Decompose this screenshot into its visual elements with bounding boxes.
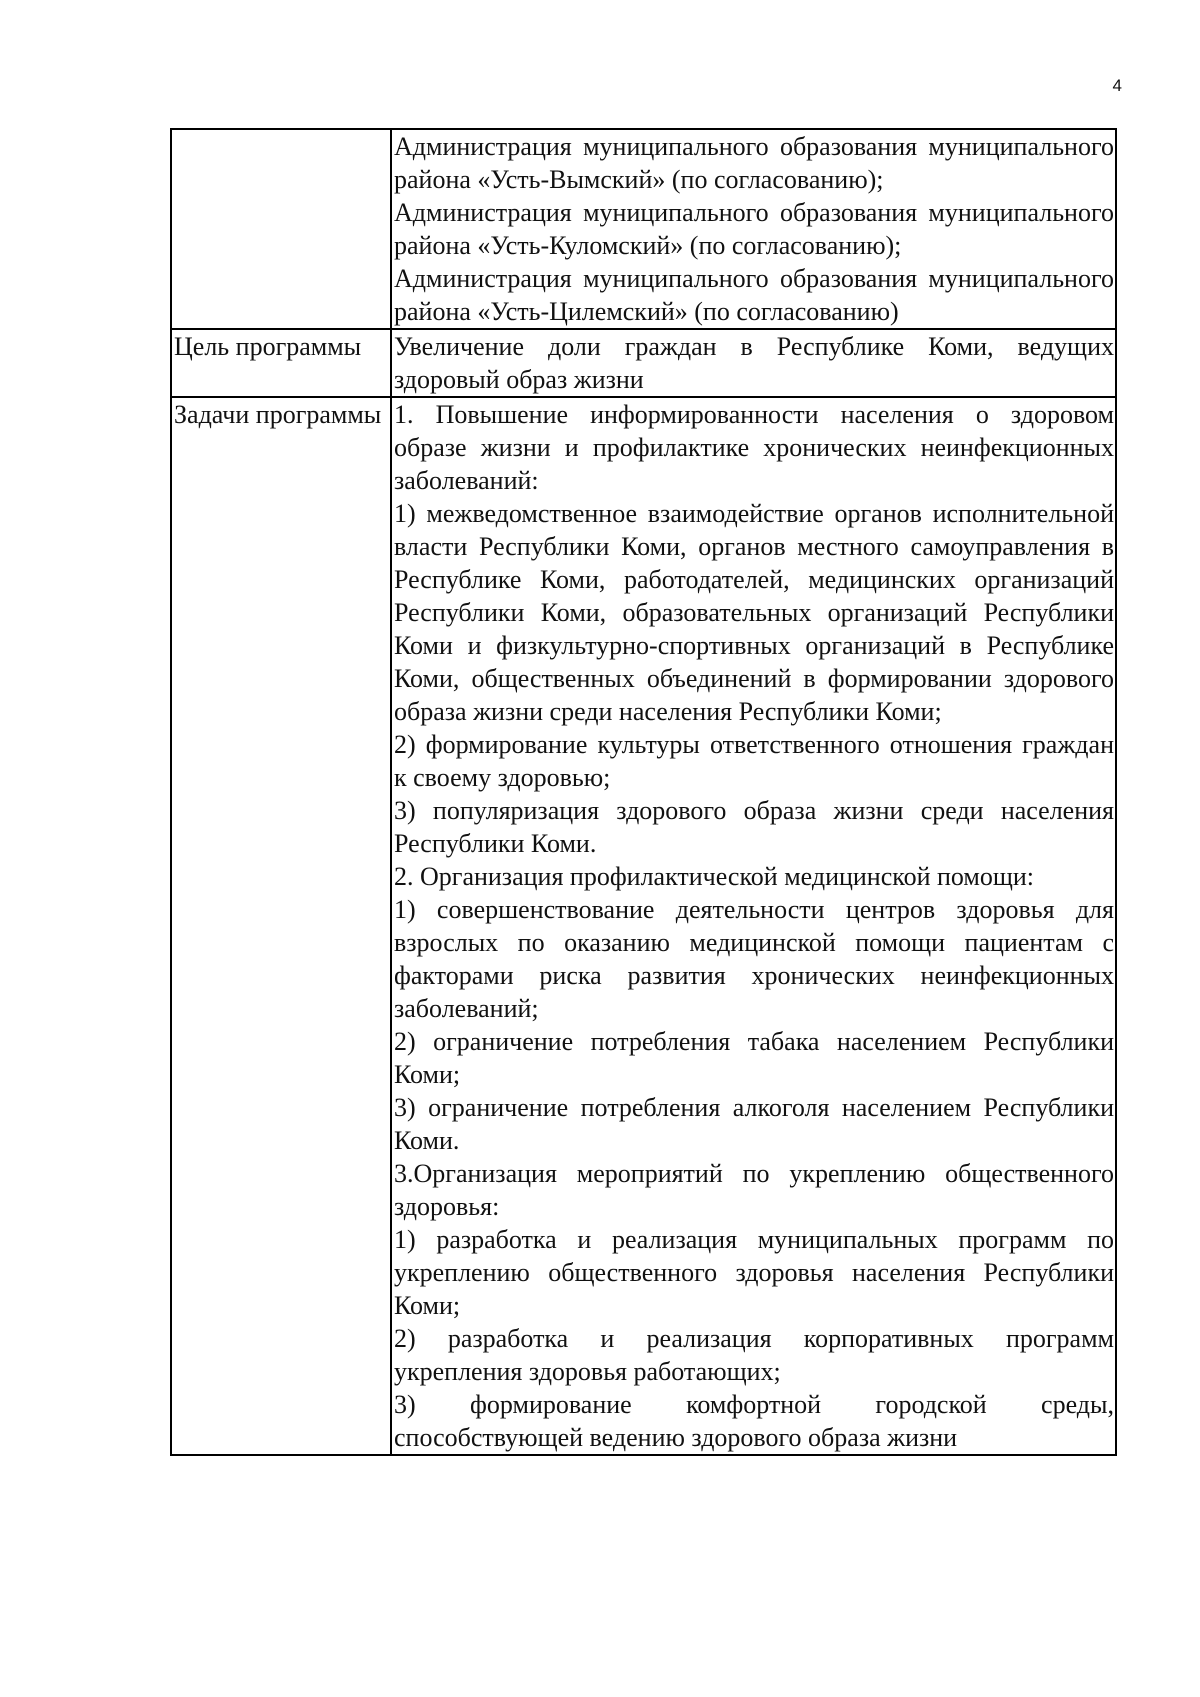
task-3-heading: 3.Организация мероприятий по укреплению общественного здоровья:	[394, 1159, 1114, 1221]
table-row-participants	[171, 129, 1116, 329]
table-row-goal	[171, 329, 1116, 397]
row-content-goal	[391, 329, 1116, 397]
task-1-item-2: 2) формирование культуры ответственного отношения граждан к своему здоровью;	[394, 730, 1114, 792]
row-content	[391, 129, 1116, 329]
task-1-item-1: 1) межведомственное взаимодействие органов исполнительной власти Республики Коми, органов местного самоуправления в Республике Коми, работодателей, медицинских организаций Республики Коми, образовательных организаций Республики Коми и физкультурно-спортивных организаций в Республике Коми, общественных объединений в формировании здорового образа жизни среди населения Республики Коми;	[394, 499, 1114, 726]
participant-ust-tsilemsky: Администрация муниципального образования муниципального района «Усть-Цилемский» (по согласованию)	[394, 264, 1114, 326]
task-2-item-1: 1) совершенствование деятельности центров здоровья для взрослых по оказанию медицинской помощи пациентам с факторами риска развития хронических неинфекционных заболеваний;	[394, 895, 1114, 1023]
program-passport-table	[170, 128, 1117, 1456]
table-row-tasks	[171, 397, 1116, 1455]
task-2-heading: 2. Организация профилактической медицинской помощи:	[394, 862, 1035, 891]
task-2-item-2: 2) ограничение потребления табака населением Республики Коми;	[394, 1027, 1114, 1089]
task-3-item-2: 2) разработка и реализация корпоративных программ укрепления здоровья работающих;	[394, 1324, 1114, 1386]
page-number: 4	[1112, 76, 1122, 95]
task-3-item-3: 3) формирование комфортной городской среды, способствующей ведению здорового образа жизни	[394, 1390, 1114, 1452]
participant-ust-kulomsky: Администрация муниципального образования муниципального района «Усть-Куломский» (по согласованию);	[394, 198, 1114, 260]
row-label-goal: Цель программы	[171, 329, 391, 397]
task-3-item-1: 1) разработка и реализация муниципальных программ по укреплению общественного здоровья населения Республики Коми;	[394, 1225, 1114, 1320]
task-1-item-3: 3) популяризация здорового образа жизни среди населения Республики Коми.	[394, 796, 1114, 858]
row-content-tasks	[391, 397, 1116, 1455]
task-2-item-3: 3) ограничение потребления алкоголя населением Республики Коми.	[394, 1093, 1114, 1155]
goal-text: Увеличение доли граждан в Республике Коми, ведущих здоровый образ жизни	[394, 332, 1114, 394]
participant-ust-vymsky: Администрация муниципального образования муниципального района «Усть-Вымский» (по согласованию);	[394, 132, 1114, 194]
row-label	[171, 129, 391, 329]
row-label-tasks: Задачи программы	[171, 397, 391, 1455]
task-1-heading: 1. Повышение информированности населения о здоровом образе жизни и профилактике хронических неинфекционных заболеваний:	[394, 400, 1114, 495]
